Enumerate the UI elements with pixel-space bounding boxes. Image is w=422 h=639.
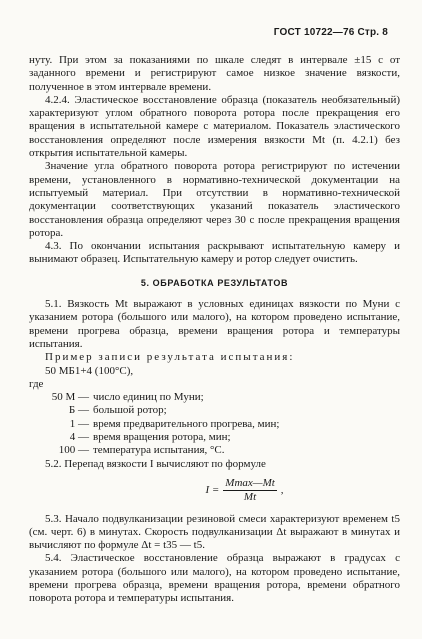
viscosity-formula bbox=[89, 477, 400, 505]
paragraph-4-3: 4.3. По окончании испытания раскрывают испытательную камеру и вынимают образец. Испытательную камеру и ротор следует очистить. bbox=[29, 240, 400, 266]
formula-tail: , bbox=[280, 484, 284, 497]
formula-lhs: I = bbox=[205, 484, 220, 497]
legend-item: 1 — время предварительного прогрева, мин; bbox=[69, 417, 280, 430]
formula-numerator: Mmax—Mt bbox=[223, 477, 277, 491]
legend-item: 4 — время вращения ротора, мин; bbox=[69, 431, 231, 444]
legend-item: 100 — температура испытания, °С. bbox=[58, 444, 225, 457]
legend-item: 50 М — число единиц по Муни; bbox=[51, 391, 204, 404]
paragraph-5-4: 5.4. Эластическое восстановление образца выражают в градусах с указанием ротора (большого или малого), на котором проведено испытание, времени прогрева образца, времени вращения ротора, времени обратного поворота ротора и температуры испытания. bbox=[29, 552, 400, 605]
paragraph-continuation: нуту. При этом за показаниями по шкале следят в интервале ±15 с от заданного времени и регистрируют самое низкое значение вязкости, полученное в этом интервале времени. bbox=[29, 54, 400, 93]
page-header: ГОСТ 10722—76 Стр. 8 bbox=[273, 27, 388, 38]
formula-fraction bbox=[223, 477, 277, 505]
paragraph-5-1: 5.1. Вязкость Mt выражают в условных единицах вязкости по Муни с указанием ротора (большого или малого), на котором проведено испытание, времени прогрева образца, времени вращения ротора и температуры испытания. bbox=[29, 298, 400, 350]
example-value: 50 МБ1+4 (100°С), bbox=[45, 364, 134, 377]
paragraph-5-3: 5.3. Начало подвулканизации резиновой смеси характеризуют временем t5 (см. черт. 6) в минутах. Скорость подвулканизации Δt выражают в минутах и вычисляют по формуле Δt = t35 — t5. bbox=[29, 512, 400, 552]
legend-list bbox=[29, 391, 400, 457]
legend-item: Б — большой ротор; bbox=[68, 404, 167, 417]
where-label: где bbox=[29, 377, 44, 390]
formula-denominator: Mt bbox=[243, 491, 257, 504]
section-title: 5. ОБРАБОТКА РЕЗУЛЬТАТОВ bbox=[140, 277, 289, 288]
paragraph-5-2: 5.2. Перепад вязкости I вычисляют по формуле bbox=[45, 457, 266, 470]
document-body bbox=[29, 54, 400, 606]
paragraph-rotation-angle: Значение угла обратного поворота ротора регистрируют по истечении времени, установленного в нормативно-технической документации на испытуемый материал. При отсутствии в нормативно-технической документации соответствующих указаний показатель эластического восстановления образца определяют через 30 с после прекращения вращения ротора. bbox=[29, 160, 400, 239]
example-label: Пример записи результата испытания: bbox=[45, 351, 295, 364]
paragraph-4-2-4: 4.2.4. Эластическое восстановление образца (показатель необязательный) характеризуют углом обратного поворота ротора после прекращения его вращения в испытательной камере с материалом. Показатель эластического восстановления определяют после измерения вязкости Mt (п. 4.2.1) без открытия испытательной камеры. bbox=[29, 93, 400, 160]
